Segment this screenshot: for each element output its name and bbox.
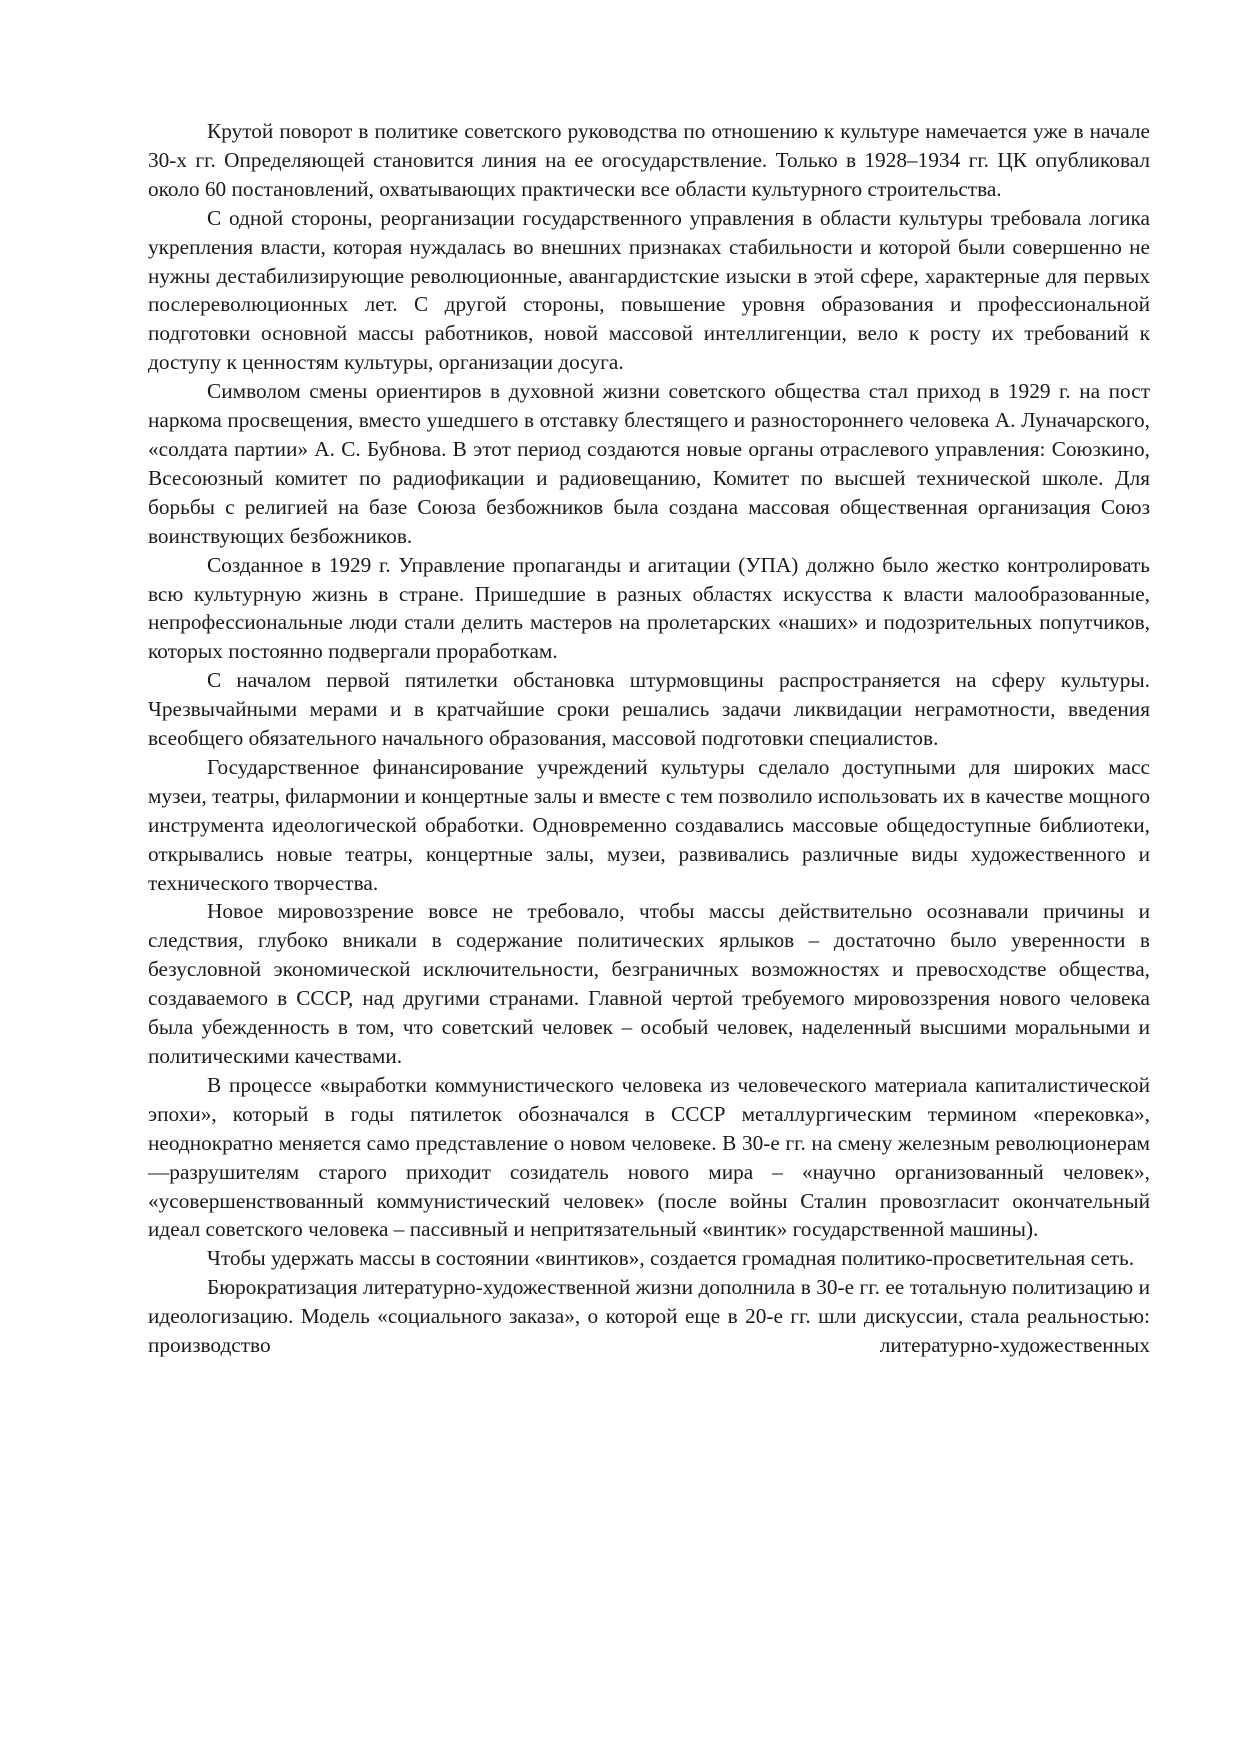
paragraph: Созданное в 1929 г. Управление пропаганды и агитации (УПА) должно было жестко контролировать всю культурную жизнь в стране. Пришедшие в разных областях искусства к власти малообразованные, непрофессиональные люди стали делить мастеров на пролетарских «наших» и подозрительных попутчиков, которых постоянно подвергали проработкам. [148,552,1150,664]
paragraph: Крутой поворот в политике советского руководства по отношению к культуре намечается уже в начале 30-х гг. Определяющей становится линия на ее огосударствление. Только в 1928–1934 гг. ЦК опубликовал около 60 постановлений, охватывающих практически все области культурного строительства. [148,119,1150,201]
paragraph: Символом смены ориентиров в духовной жизни советского общества стал приход в 1929 г. на пост наркома просвещения, вместо ушедшего в отставку блестящего и разностороннего человека А. Луначарского, «солдата партии» А. С. Бубнова. В этот период создаются новые органы отраслевого управления: Союзкино, Всесоюзный комитет по радиофикации и радиовещанию, Комитет по высшей технической школе. Для борьбы с религией на базе Союза безбожников была создана массовая общественная организация Союз воинствующих безбожников. [148,379,1150,548]
paragraph-continued: Бюрократизация литературно-художественной жизни дополнила в 30-е гг. ее тотальную политизацию и идеологизацию. Модель «социального заказа», о которой еще в 20-е гг. шли дискуссии, стала реальностью: производство литературно-художественных [148,1275,1150,1358]
paragraph: Чтобы удержать массы в состоянии «винтиков», создается громадная политико-просветительная сеть. [207,1246,1135,1271]
document-page [148,117,1150,1360]
paragraph: Государственное финансирование учреждений культуры сделало доступными для широких масс музеи, театры, филармонии и концертные залы и вместе с тем позволило использовать их в качестве мощного инструмента идеологической обработки. Одновременно создавались массовые общедоступные библиотеки, открывались новые театры, концертные залы, музеи, развивались различные виды художественного и технического творчества. [148,754,1150,895]
paragraph: С одной стороны, реорганизации государственного управления в области культуры требовала логика укрепления власти, которая нуждалась во внешних признаках стабильности и которой были совершенно не нужны дестабилизирующие революционные, авангардистские изыски в этой сфере, характерные для первых послереволюционных лет. С другой стороны, повышение уровня образования и профессиональной подготовки основной массы работников, новой массовой интеллигенции, вело к росту их требований к доступу к ценностям культуры, организации досуга. [148,205,1150,375]
paragraph: С началом первой пятилетки обстановка штурмовщины распространяется на сферу культуры. Чрезвычайными мерами и в кратчайшие сроки решались задачи ликвидации неграмотности, введения всеобщего обязательного начального образования, массовой подготовки специалистов. [148,668,1150,751]
paragraph: В процессе «выработки коммунистического человека из человеческого материала капиталистической эпохи», который в годы пятилеток обозначался в СССР металлургическим термином «перековка», неоднократно меняется само представление о новом человеке. В 30-е гг. на смену железным революционерам—разрушителям старого приходит созидатель нового мира – «научно организованный человек», «усовершенствованный коммунистический человек» (после войны Сталин провозгласит окончательный идеал советского человека – пассивный и непритязательный «винтик» государственной машины). [148,1072,1150,1242]
paragraph: Новое мировоззрение вовсе не требовало, чтобы массы действительно осознавали причины и следствия, глубоко вникали в содержание политических ярлыков – достаточно было уверенности в безусловной экономической исключительности, безграничных возможностях и превосходстве общества, создаваемого в СССР, над другими странами. Главной чертой требуемого мировоззрения нового человека была убежденность в том, что советский человек – особый человек, наделенный высшими моральными и политическими качествами. [148,899,1150,1068]
